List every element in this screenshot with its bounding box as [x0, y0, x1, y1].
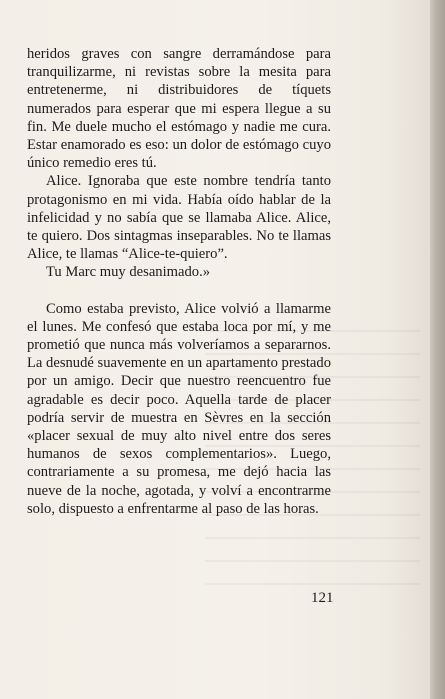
page-number: 121	[311, 590, 334, 606]
paragraph-narrative: Como estaba previsto, Alice volvió a llamarme el lunes. Me confesó que estaba loca por mí, y me prometió que nunca más volveríamos a separarnos. La desnudé suavemente en un apartamento prestado por un amigo. Decir que nuestro reencuentro fue agradable es decir poco. Aquella tarde de placer podría servir de muestra en Sèvres en la sección «placer sexual de muy alto nivel entre dos seres humanos de sexos complementarios». Luego, contrariamente a su promesa, me dejó hacia las nueve de la noche, agotada, y volví a encontrarme solo, dispuesto a enfrentarme al paso de las horas.	[27, 300, 331, 517]
paragraph-signature: Tu Marc muy desanimado.»	[46, 264, 211, 281]
paragraph-alice: Alice. Ignoraba que este nombre tendría tanto protagonismo en mi vida. Había oído hablar de la infelicidad y no sabía que se llamaba Alice. Alice, te quiero. Dos sintagmas inseparables. No te llamas Alice, te llamas “Alice-te-quiero”.	[27, 173, 331, 263]
body-text	[27, 45, 331, 518]
page-edge-shadow	[430, 0, 445, 699]
paragraph-continuation: heridos graves con sangre derramándose para tranquilizarme, ni revistas sobre la mesita para entretenerme, ni distribuidores de tíquets numerados para esperar que mi espera llegue a su fin. Me duele mucho el estómago y nadie me cura. Estar enamorado es eso: un dolor de estómago cuyo único remedio eres tú.	[27, 46, 331, 172]
